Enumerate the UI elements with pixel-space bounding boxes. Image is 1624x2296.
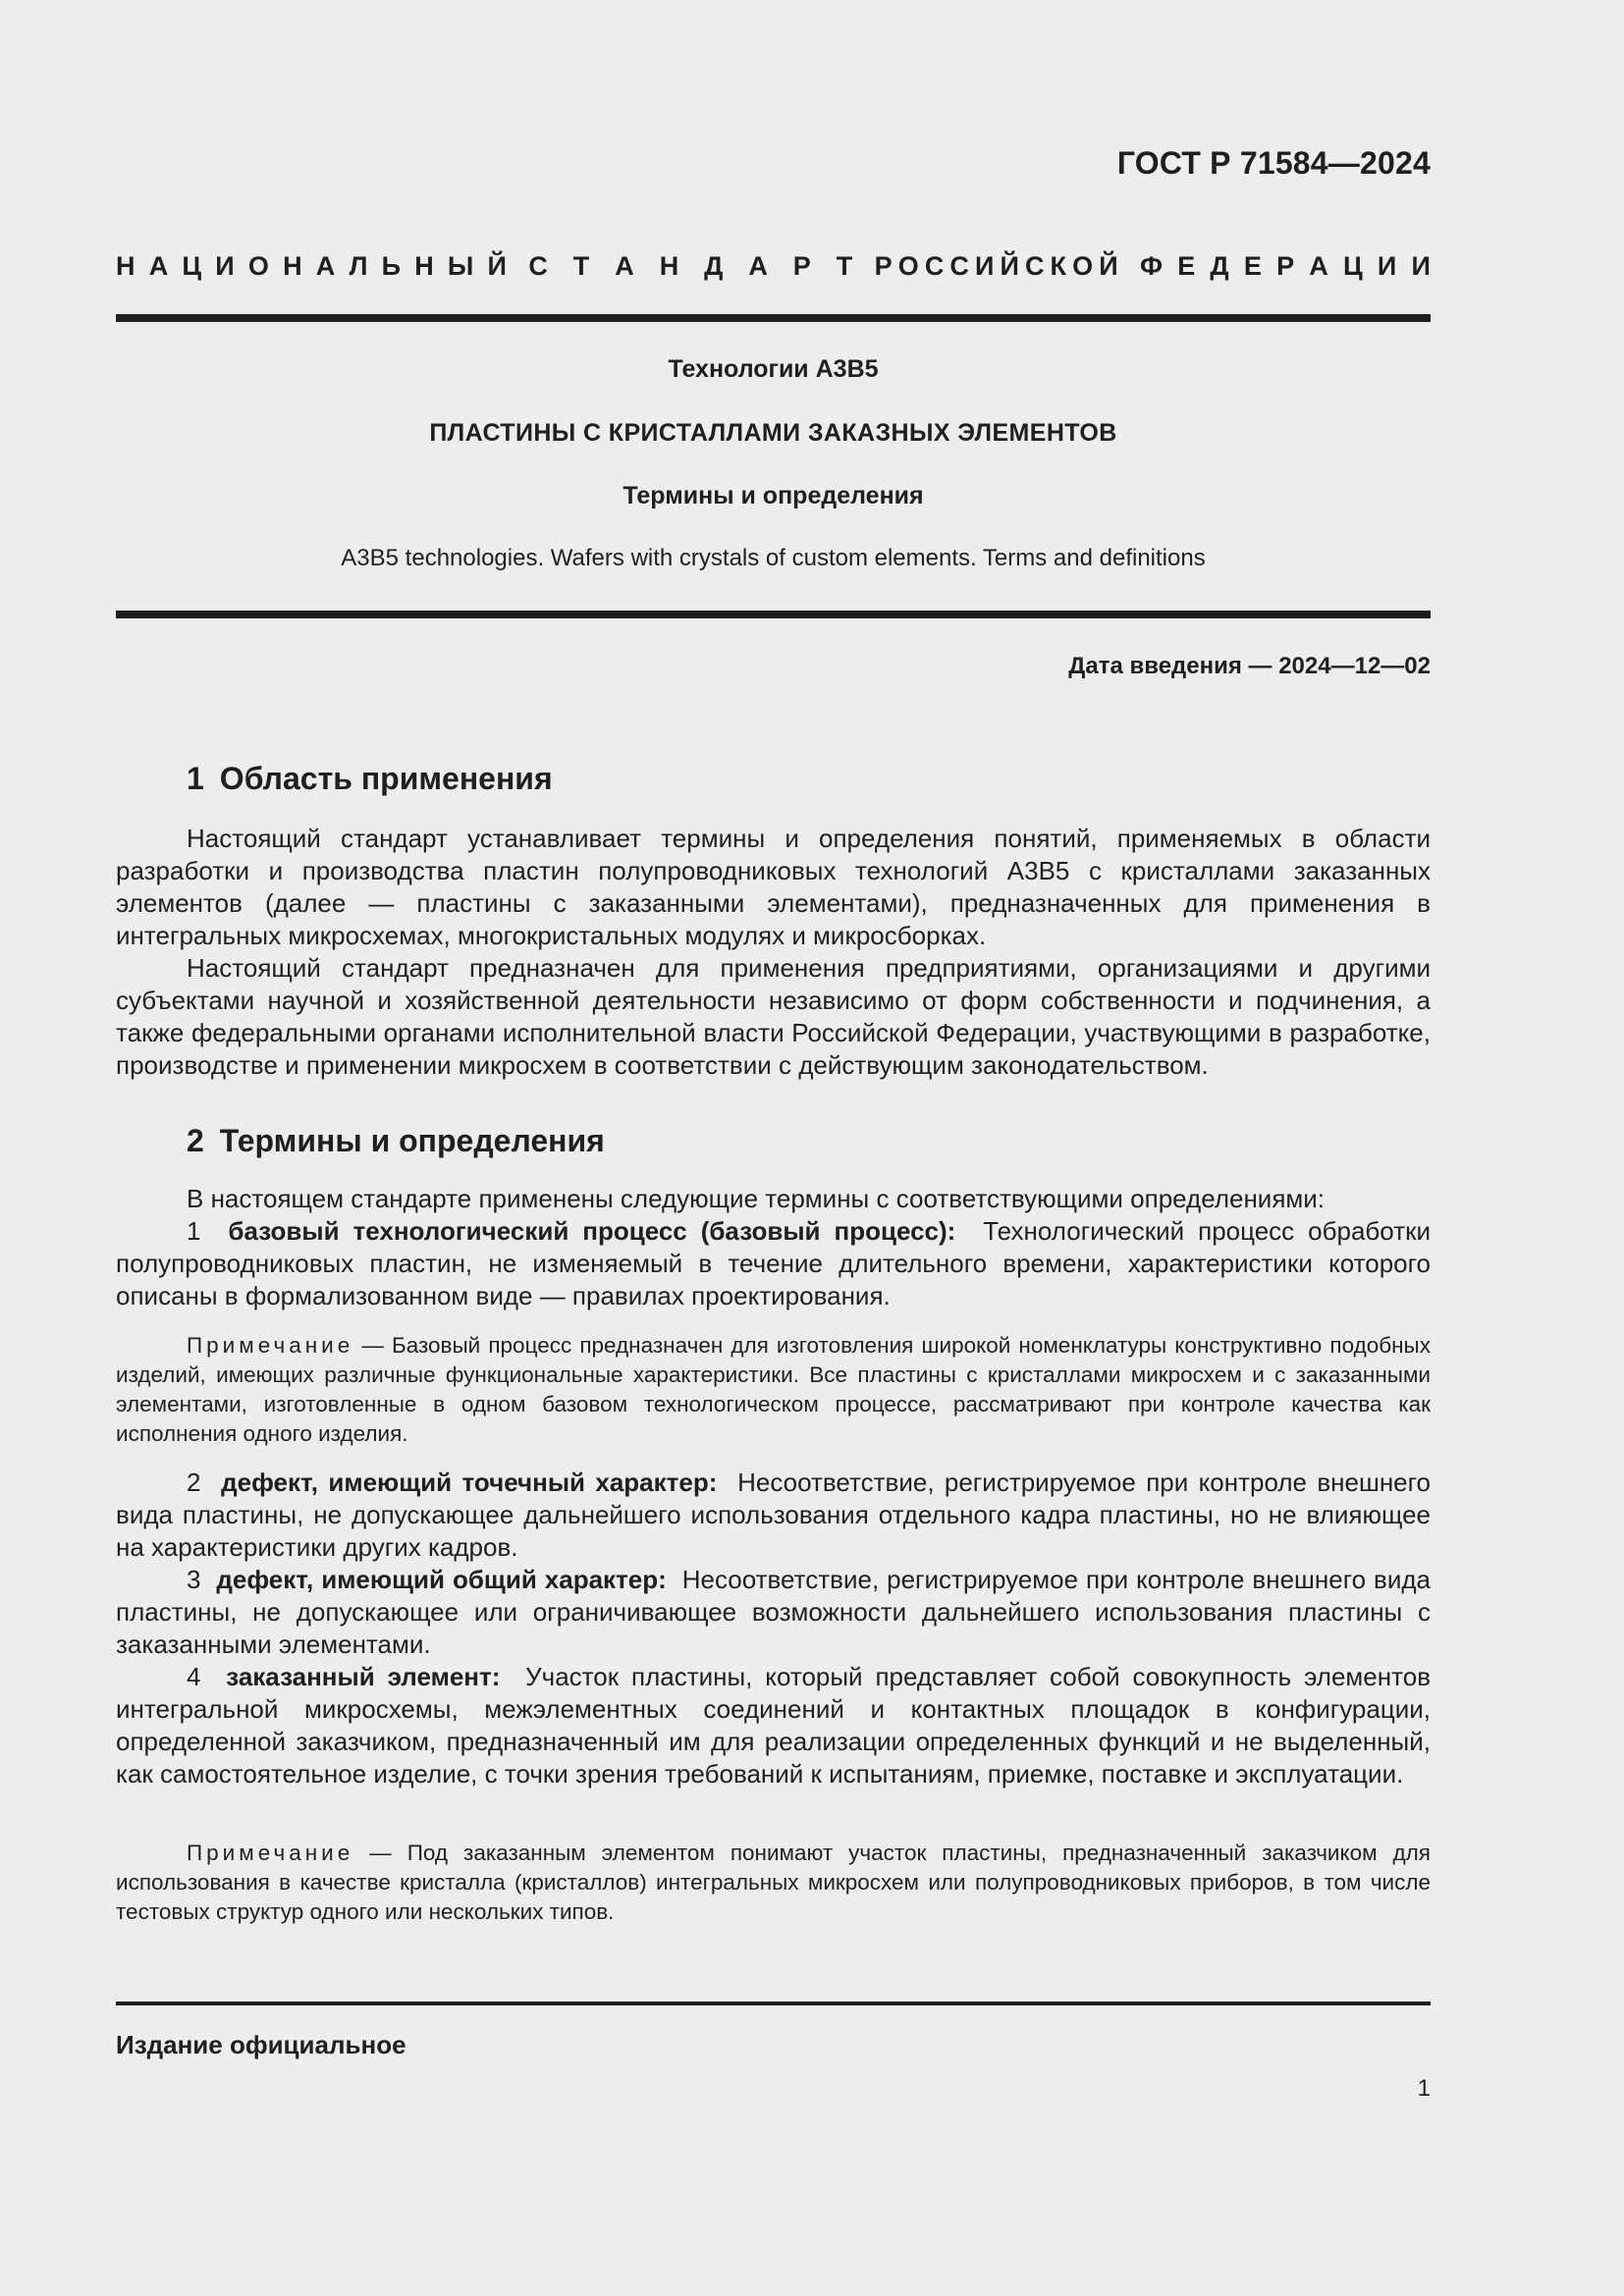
section-1-heading (187, 761, 553, 797)
note-2 (116, 1839, 1431, 1927)
term-entry (116, 1661, 1431, 1790)
term-entry (116, 1215, 1431, 1312)
footer-divider (116, 2002, 1431, 2005)
section-1-body (116, 823, 1431, 1082)
top-divider (116, 314, 1431, 322)
note-label: Примечание (187, 1333, 354, 1358)
paragraph: Настоящий стандарт устанавливает термины и определения понятий, применяемых в области разработки и производства пластин полупроводниковых технологий А3В5 с кристаллами заказанных элементов (далее — пластины с заказанными элементами), предназначенных для применения в интегральных микросхемах, многокристальных модулях и микросборках. (116, 824, 1431, 950)
term-definition: Несоответствие, регистрируемое при контроле внешнего вида пластины, не допускающее или ограничивающее возможности дальнейшего использования пластины с заказанными элементами. (116, 1565, 1432, 1659)
official-edition-label: Издание официальное (116, 2030, 406, 2059)
banner-word-4: Ф Е Д Е Р А Ц И И (1139, 251, 1431, 281)
document-number: ГОСТ Р 71584—2024 (1116, 145, 1431, 181)
term-name: базовый технологический процесс (базовый процесс): (228, 1216, 956, 1246)
term-number: 1 (187, 1216, 201, 1246)
banner-word-1: Н А Ц И О Н А Л Ь Н Ы Й (116, 251, 507, 281)
page-number: 1 (1417, 2075, 1431, 2102)
title-line-3: Термины и определения (623, 482, 924, 509)
section-number: 2 (187, 1123, 204, 1158)
banner-word-2: С Т А Н Д А Р Т (528, 251, 853, 281)
note-label: Примечание (187, 1841, 354, 1865)
term-definition: Технологический процесс обработки полупроводниковых пластин, не изменяемый в течение длительного времени, характеристики которого описаны в формализованном виде — правилах проектирования. (116, 1216, 1432, 1310)
term-number: 4 (187, 1662, 201, 1691)
section-2-intro-and-term-1 (116, 1183, 1431, 1312)
section-number: 1 (187, 761, 204, 796)
note-text: — Базовый процесс предназначен для изготовления широкой номенклатуры конструктивно подобных изделий, имеющих различные функциональные характеристики. Все пластины с кристаллами микросхем и с заказанными элементами, изготовленные в одном базовом технологическом процессе, рассматривают при контроле качества как исполнения одного изделия. (116, 1333, 1431, 1446)
national-standard-banner (116, 251, 1431, 282)
note-text: — Под заказанным элементом понимают участок пластины, предназначенный заказчиком для использования в качестве кристалла (кристаллов) интегральных микросхем или полупроводниковых приборов, в том числе тестовых структур одного или нескольких типов. (116, 1841, 1431, 1924)
banner-word-3: Р О С С И Й С К О Й (874, 251, 1118, 281)
term-number: 2 (187, 1468, 201, 1497)
title-divider (116, 611, 1431, 618)
introduction-date: Дата введения — 2024—12—02 (1068, 653, 1431, 679)
term-name: заказанный элемент: (226, 1662, 501, 1691)
paragraph: В настоящем стандарте применены следующие термины с соответствующими определениями: (187, 1184, 1326, 1213)
paragraph: Настоящий стандарт предназначен для применения предприятиями, организациями и другими субъектами научной и хозяйственной деятельности независимо от форм собственности и подчинения, а также федеральными органами исполнительной власти Российской Федерации, участвующими в разработке, производстве и применении микросхем в соответствии с действующим законодательством. (116, 953, 1431, 1080)
terms-2-4 (116, 1467, 1431, 1790)
term-entry (116, 1564, 1431, 1661)
section-title: Термины и определения (219, 1123, 605, 1158)
english-title: A3B5 technologies. Wafers with crystals of custom elements. Terms and definitions (341, 545, 1206, 571)
term-name: дефект, имеющий общий характер: (216, 1565, 667, 1594)
section-2-heading (187, 1123, 605, 1159)
term-name: дефект, имеющий точечный характер: (221, 1468, 718, 1497)
term-entry (116, 1467, 1431, 1564)
term-definition: Участок пластины, который представляет собой совокупность элементов интегральной микросхемы, межэлементных соединений и контактных площадок в конфигурации, определенной заказчиком, предназначенный им для реализации определенных функций и не выделенный, как самостоятельное изделие, с точки зрения требований к испытаниям, приемке, поставке и эксплуатации. (116, 1662, 1432, 1789)
section-title: Область применения (219, 761, 553, 796)
note-1 (116, 1331, 1431, 1449)
term-number: 3 (187, 1565, 201, 1594)
term-definition: Несоответствие, регистрируемое при контроле внешнего вида пластины, не допускающее дальнейшего использования отдельного кадра пластины, но не влияющее на характеристики других кадров. (116, 1468, 1432, 1562)
title-line-2: ПЛАСТИНЫ С КРИСТАЛЛАМИ ЗАКАЗНЫХ ЭЛЕМЕНТОВ (429, 419, 1117, 447)
title-line-1: Технологии А3В5 (668, 355, 879, 383)
